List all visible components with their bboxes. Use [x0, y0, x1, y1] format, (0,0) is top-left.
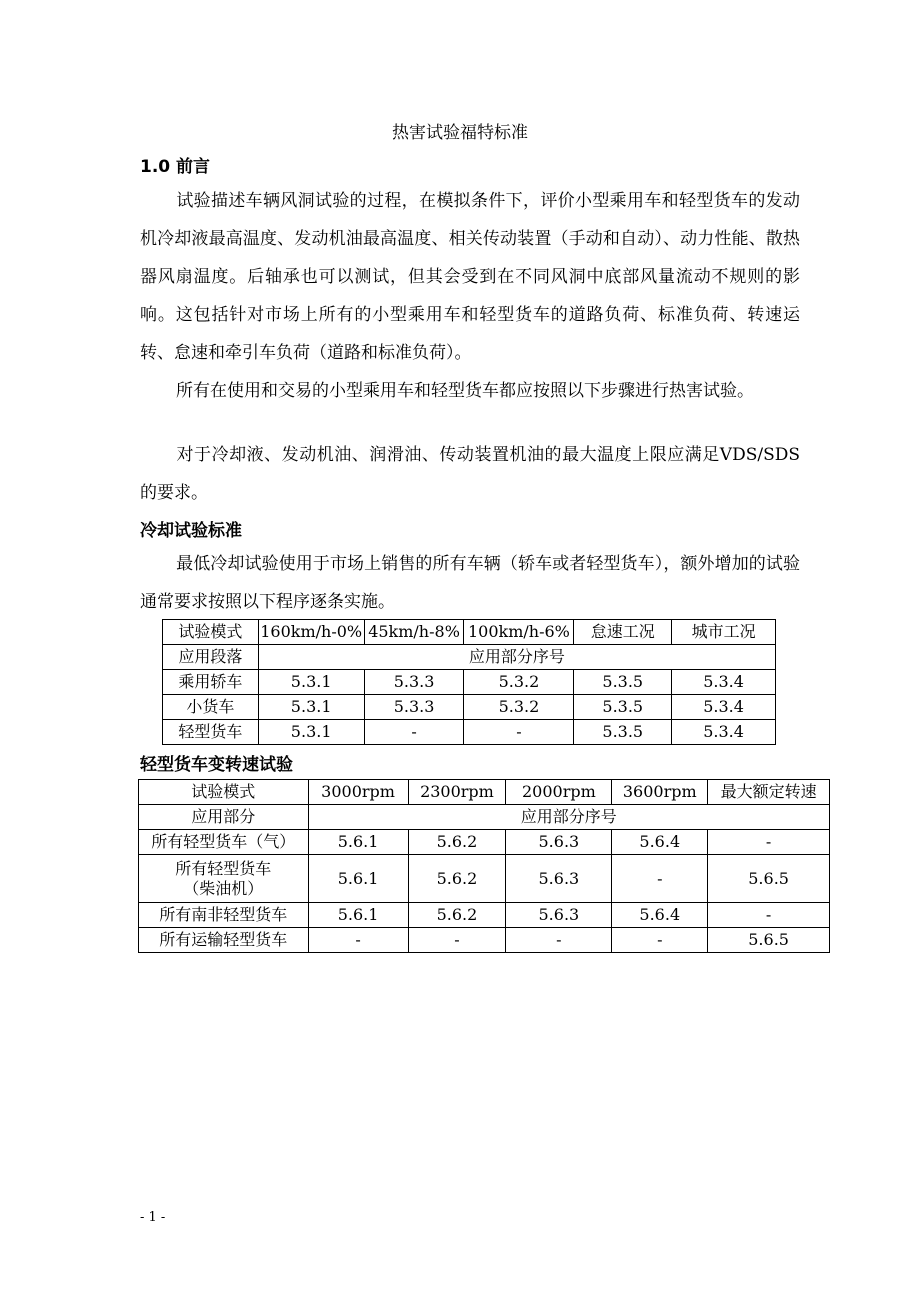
cooling-paragraph: [140, 545, 800, 621]
table-cell: 5.3.2: [464, 695, 574, 720]
table-cell: 怠速工况: [574, 620, 672, 645]
table-row: [163, 720, 776, 745]
table-cell: 所有轻型货车（气）: [139, 830, 309, 855]
table-cell: 2300rpm: [408, 780, 506, 805]
table-cell: 5.3.1: [258, 720, 364, 745]
page-title: 热害试验福特标准: [392, 123, 528, 143]
table-cell: 5.3.1: [258, 695, 364, 720]
table-cell: 45km/h-8%: [364, 620, 464, 645]
table-cell: -: [708, 903, 830, 928]
table-cell: 城市工况: [672, 620, 776, 645]
table-cell: 5.3.4: [672, 695, 776, 720]
table-cell: 应用部分: [139, 805, 309, 830]
table-subheader-row: [139, 805, 830, 830]
cooling-paragraph-text: 最低冷却试验使用于市场上销售的所有车辆（轿车或者轻型货车），额外增加的试验通常要求按照以下程序逐条实施。: [140, 554, 800, 612]
table-cell: -: [708, 830, 830, 855]
table-cell: 5.3.3: [364, 670, 464, 695]
paragraph-2-text: 所有在使用和交易的小型乘用车和轻型货车都应按照以下步骤进行热害试验。: [176, 381, 754, 401]
table-row: [139, 903, 830, 928]
table-header-row: [139, 780, 830, 805]
table-row: [163, 695, 776, 720]
table-cell: 2000rpm: [506, 780, 612, 805]
table-cell: 5.3.5: [574, 720, 672, 745]
table-cell: 3600rpm: [612, 780, 708, 805]
table-cell: 5.3.4: [672, 720, 776, 745]
table-row: [139, 928, 830, 953]
table-cell: -: [612, 855, 708, 903]
row-label: 所有轻型货车: [175, 858, 272, 878]
table-row: [139, 855, 830, 903]
table-cell: 5.6.3: [506, 855, 612, 903]
table-cell: -: [308, 928, 408, 953]
table-header-row: [163, 620, 776, 645]
table-subheader-row: [163, 645, 776, 670]
table-cell: 5.3.5: [574, 695, 672, 720]
table-cell: 5.6.1: [308, 855, 408, 903]
table-cell: -: [506, 928, 612, 953]
table-cell: 160km/h-0%: [258, 620, 364, 645]
table-cell: 5.3.2: [464, 670, 574, 695]
paragraph-1-text: 试验描述车辆风洞试验的过程，在模拟条件下，评价小型乘用车和轻型货车的发动机冷却液最高温度、发动机油最高温度、相关传动装置（手动和自动）、动力性能、散热器风扇温度。后轴承也可以测试，但其会受到在不同风洞中底部风量流动不规则的影响。这包括针对市场上所有的小型乘用车和轻型货车的道路负荷、标准负荷、转速运转、怠速和牵引车负荷（道路和标准负荷）。: [140, 191, 800, 363]
table-cell: 所有运输轻型货车: [139, 928, 309, 953]
table-row: [163, 670, 776, 695]
table-cell: 所有南非轻型货车: [139, 903, 309, 928]
table-cell: -: [612, 928, 708, 953]
table-row: [139, 830, 830, 855]
table-cell: [139, 855, 309, 903]
table-cell: 5.3.4: [672, 670, 776, 695]
table-cell: 5.6.2: [408, 830, 506, 855]
table-cell: 5.6.3: [506, 830, 612, 855]
cooling-heading: 冷却试验标准: [140, 521, 242, 541]
paragraph-1: [140, 182, 800, 372]
table-cell: 5.6.4: [612, 830, 708, 855]
table-cell: 3000rpm: [308, 780, 408, 805]
table-cell: 100km/h-6%: [464, 620, 574, 645]
table-cell: 5.3.5: [574, 670, 672, 695]
table-cell: 小货车: [163, 695, 259, 720]
table-cell: 5.6.4: [612, 903, 708, 928]
paragraph-2: [140, 372, 800, 410]
table-cell: 应用部分序号: [258, 645, 775, 670]
table-cell: 应用部分序号: [308, 805, 829, 830]
paragraph-3: [140, 436, 800, 512]
table-cell: -: [364, 720, 464, 745]
table-cell: 5.6.2: [408, 855, 506, 903]
table-cell: -: [408, 928, 506, 953]
table-cell: 5.6.5: [708, 928, 830, 953]
table-cell: 5.6.5: [708, 855, 830, 903]
truck-heading: 轻型货车变转速试验: [140, 755, 293, 775]
table-cell: 乘用轿车: [163, 670, 259, 695]
cooling-table: [162, 619, 776, 745]
table-cell: 5.6.3: [506, 903, 612, 928]
table-cell: 试验模式: [163, 620, 259, 645]
table-cell: 5.6.1: [308, 903, 408, 928]
table-cell: 5.6.1: [308, 830, 408, 855]
truck-table: [138, 779, 830, 953]
table-cell: 最大额定转速: [708, 780, 830, 805]
table-cell: 5.3.3: [364, 695, 464, 720]
paragraph-3-text: 对于冷却液、发动机油、润滑油、传动装置机油的最大温度上限应满足VDS/SDS的要求。: [140, 445, 800, 503]
table-cell: 5.6.2: [408, 903, 506, 928]
row-sublabel: （柴油机）: [183, 878, 264, 898]
table-cell: 试验模式: [139, 780, 309, 805]
table-cell: 应用段落: [163, 645, 259, 670]
table-cell: 5.3.1: [258, 670, 364, 695]
section-heading-preface: 1.0 前言: [140, 157, 211, 177]
table-cell: -: [464, 720, 574, 745]
page-number: - 1 -: [140, 1210, 166, 1225]
table-cell: 轻型货车: [163, 720, 259, 745]
